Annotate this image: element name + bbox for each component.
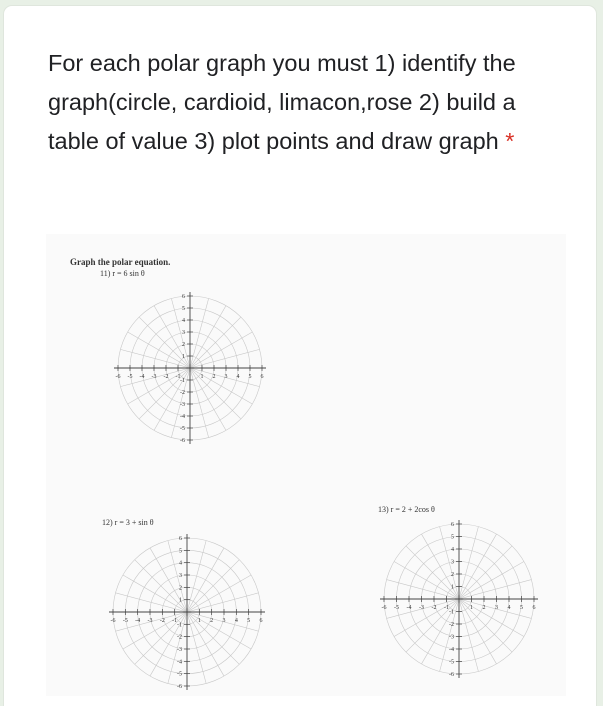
problem-12-label: 12) r = 3 + sin θ	[102, 518, 154, 527]
y-tick-label: 3	[182, 330, 185, 336]
x-tick-label: -2	[159, 618, 165, 624]
y-tick-label: -3	[449, 634, 454, 641]
x-tick-label: -1	[444, 605, 449, 611]
problem-11-label: 11) r = 6 sin θ	[100, 269, 145, 278]
y-tick-label: 1	[451, 584, 454, 591]
y-tick-label: 6	[182, 294, 185, 300]
x-tick-label: 3	[495, 605, 498, 611]
x-tick-label: -5	[127, 374, 133, 380]
x-tick-label: 6	[532, 605, 536, 611]
worksheet-heading: Graph the polar equation.	[70, 257, 171, 267]
y-tick-label: -5	[449, 659, 454, 666]
x-tick-label: 1	[470, 605, 473, 611]
worksheet-image	[46, 234, 566, 696]
x-tick-label: 3	[222, 618, 226, 624]
y-tick-label: 1	[179, 597, 182, 604]
x-tick-label: -4	[406, 605, 412, 611]
y-tick-label: -5	[180, 426, 185, 432]
question-title	[48, 44, 568, 161]
x-tick-label: -1	[175, 374, 181, 380]
x-tick-label: -5	[394, 605, 399, 611]
polar-grid-12	[109, 534, 265, 690]
x-tick-label: 6	[259, 618, 263, 624]
y-tick-label: 3	[179, 573, 182, 579]
y-tick-label: 4	[182, 318, 185, 324]
x-tick-label: 1	[197, 618, 201, 624]
x-tick-label: -6	[381, 605, 387, 611]
y-tick-label: -6	[180, 438, 185, 444]
required-asterisk: *	[505, 128, 515, 154]
x-tick-label: 2	[212, 374, 216, 380]
y-tick-label: -6	[449, 672, 454, 678]
y-tick-label: -2	[449, 622, 454, 628]
polar-grid-13	[380, 520, 538, 678]
x-tick-label: 4	[507, 605, 511, 611]
y-tick-label: -1	[177, 622, 182, 629]
x-tick-label: 5	[247, 618, 251, 624]
x-tick-label: 1	[200, 374, 204, 380]
y-tick-label: 6	[179, 536, 182, 542]
y-tick-label: 2	[182, 342, 185, 348]
y-tick-label: -5	[177, 671, 182, 678]
x-tick-label: -2	[163, 374, 169, 380]
y-tick-label: -6	[177, 684, 182, 690]
y-tick-label: 4	[179, 560, 182, 567]
polar-grid-11	[114, 292, 266, 444]
y-tick-label: -1	[180, 378, 185, 384]
y-tick-label: -4	[180, 414, 185, 420]
x-tick-label: 5	[520, 605, 523, 611]
y-tick-label: -2	[177, 634, 182, 641]
x-tick-label: -5	[122, 618, 128, 624]
problem-13-label: 13) r = 2 + 2cos θ	[378, 505, 435, 514]
x-tick-label: -1	[172, 618, 178, 624]
y-tick-label: -3	[180, 402, 185, 408]
x-tick-label: -4	[135, 618, 141, 624]
x-tick-label: -3	[147, 618, 153, 624]
x-tick-label: 4	[234, 618, 238, 624]
x-tick-label: -3	[419, 605, 424, 611]
x-tick-label: 2	[210, 618, 214, 624]
y-tick-label: 4	[451, 547, 454, 553]
y-tick-label: 5	[451, 534, 454, 541]
y-tick-label: 1	[182, 354, 185, 360]
y-tick-label: 5	[182, 306, 185, 312]
x-tick-label: 3	[224, 374, 228, 380]
x-tick-label: 5	[248, 374, 252, 380]
y-tick-label: 5	[179, 548, 182, 555]
y-tick-label: -4	[449, 647, 454, 653]
y-tick-label: -1	[449, 609, 454, 616]
worksheet-svg	[46, 234, 566, 696]
y-tick-label: -3	[177, 647, 182, 653]
x-tick-label: -3	[151, 374, 157, 380]
x-tick-label: -2	[431, 605, 437, 611]
y-tick-label: 6	[451, 522, 454, 528]
y-tick-label: 3	[451, 559, 454, 566]
x-tick-label: -6	[110, 618, 116, 624]
x-tick-label: -6	[115, 374, 121, 380]
x-tick-label: 2	[482, 605, 486, 611]
x-tick-label: -4	[139, 374, 145, 380]
y-tick-label: 2	[451, 572, 454, 578]
question-card	[4, 6, 596, 706]
y-tick-label: -2	[180, 390, 185, 396]
y-tick-label: 2	[179, 585, 182, 592]
y-tick-label: -4	[177, 659, 182, 666]
x-tick-label: 6	[260, 374, 264, 380]
question-text: For each polar graph you must 1) identify the graph(circle, cardioid, limacon,rose 2) build a table of value 3) plot points and draw graph	[48, 50, 516, 154]
x-tick-label: 4	[236, 374, 240, 380]
